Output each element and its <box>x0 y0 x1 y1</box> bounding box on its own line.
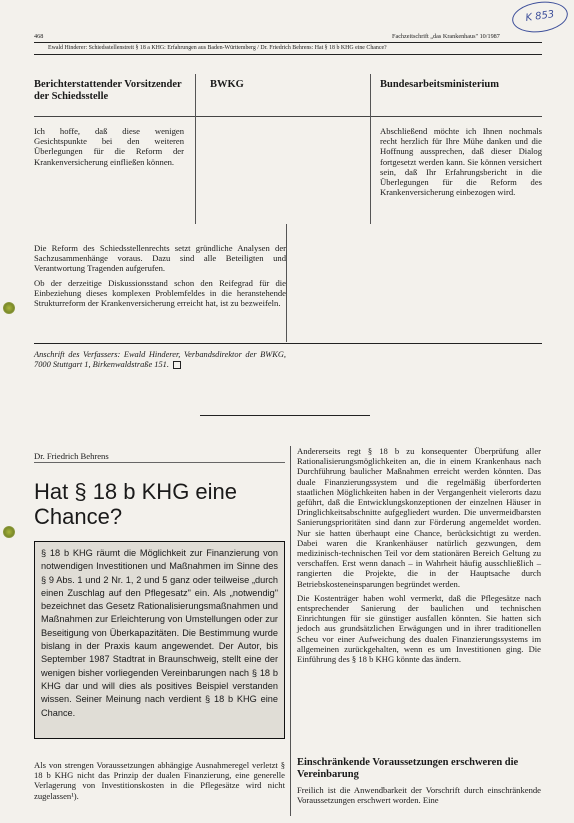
article-abstract <box>34 541 285 739</box>
column-heading-chair: Berichterstattender Vorsitzender der Schiedsstelle <box>34 79 182 102</box>
conclusion-rule <box>34 343 542 344</box>
right-paragraph-2: Die Kostenträger haben wohl vermerkt, daß die Pflegesätze nach entsprechender Sanierung der baulichen und technischen Einrichtungen für sie günstiger ausfallen könnten. Sie hatten sich jedoch aus grundsätzlichen Erwägungen und in ihrer traditionellen Scheu vor einer Aufweichung des dualen Finanzierungssystems im allgemeinen zurückgehalten, wenn es um Investitionen ging. Die Einführung des § 18 b KHG könnte das ändern. <box>297 592 541 665</box>
left-body-text: Als von strengen Voraussetzungen abhängige Ausnahmeregel verletzt § 18 b KHG nicht das Prinzip der dualen Finanzierung, eine generelle Verlagerung von Investitionskosten in die Pflegesätze wird nicht zugelassen¹). <box>34 760 285 801</box>
conclusion-block <box>34 243 286 312</box>
running-title: Ewald Hinderer: Schiedsstellenstreit § 18 a KHG: Erfahrungen aus Baden-Württemberg / Dr. Friedrich Behrens: Hat § 18 b KHG eine Chance? <box>48 45 387 51</box>
page-number: 468 <box>34 33 44 40</box>
journal-name: Fachzeitschrift „das Krankenhaus" 10/1987 <box>392 33 500 40</box>
header-rule-top <box>34 42 542 43</box>
column-divider-right <box>370 74 371 224</box>
abstract-text: § 18 b KHG räumt die Möglichkeit zur Finanzierung von notwendigen Investitionen und Maßnahmen im Sinne des § 9 Abs. 1 und 2 Nr. 1, 2 und 5 ganz oder teilweise „durch einen Zuschlag auf den Pflegesatz" ein. Als „notwendig" bezeichnet das Gesetz Rationalisierungsmaßnahmen und Maßnahmen zur Erleichterung von Umstellungen oder zur Beseitigung von Überkapazitäten. Die Bestimmung wurde bislang in der Praxis kaum angewendet. Der Autor, bis September 1987 Stadtrat in Braunschweig, stellt eine der wenigen bisher vorliegenden Vereinbarungen nach § 18 b KHG dar und will dies als positives Beispiel verstanden wissen. Seiner Meinung nach verdient § 18 b KHG eine Chance. <box>41 548 278 718</box>
conclusion-paragraph-1: Die Reform des Schiedsstellenrechts setzt gründliche Analysen der Sachzusammenhänge voraus. Dazu sind alle Beteiligten und Verantwortung Tragenden aufgerufen. <box>34 243 286 274</box>
right-paragraph-1: Andererseits regt § 18 b zu konsequenter Überprüfung aller Rationalisierungsmöglichkeiten an, die in einem Krankenhaus nach Durchführung baulicher Maßnahmen erreicht werden könnten. Das duale Finanzierungssystem und die regelmäßig überforderten staatlichen Möglichkeiten haben in der Vergangenheit vielerorts dazu geführt, daß die Entwicklungskonzeptionen der einzelnen Häuser in Dringlichkeitsabschnitte aufgegliedert wurden. Die unvermeidbarsten Sanierungsprioritäten sind dann zur Förderung angemeldet worden. Nur sie hatten überhaupt eine Chance, berücksichtigt zu werden. Dabei waren die Krankenhäuser natürlich gezwungen, dem medizinisch-technischen Teil vor dem stationären Bereich Geltung zu verschaffen. Erst wenn danach – in Wahrheit häufig ausschließlich – rangierten die Projekte, die in der Hauptsache durch Betriebskosteneinsparungen begründet werden. <box>297 446 541 589</box>
section-separator <box>200 415 370 416</box>
column-heading-rule <box>34 116 542 117</box>
author-address-text: Anschrift des Verfassers: Ewald Hinderer, Verbandsdirektor der BWKG, 7000 Stuttgart 1, Birkenwaldstraße 151. <box>34 350 286 369</box>
ministry-column-text: Abschließend möchte ich Ihnen nochmals recht herzlich für Ihre Mühe danken und die Hoffnung aussprechen, daß dieser Dialog fortgesetzt werden kann. Sie können versichert sein, daß Ihr Erfahrungsbericht in die Überlegungen für die Reform des Krankenversicherung einbezogen wird. <box>380 126 542 198</box>
author-rule <box>34 462 285 463</box>
article-column-divider <box>290 446 291 816</box>
article-title: Hat § 18 b KHG eine Chance? <box>34 479 238 529</box>
punch-hole-top <box>3 302 15 314</box>
end-mark-icon <box>173 361 181 369</box>
punch-hole-bottom <box>3 526 15 538</box>
archive-stamp: K 853 <box>510 0 570 36</box>
chair-column-text: Ich hoffe, daß diese wenigen Gesichtspunkte bei den weiteren Überlegungen für die Reform der Krankenversicherung einfließen können. <box>34 126 184 167</box>
conclusion-divider <box>286 224 287 342</box>
conclusion-paragraph-2: Ob der derzeitige Diskussionsstand schon den Reifegrad für die Einbeziehung dieses komplexen Problemfeldes in die heranstehende Strukturreform der Krankenversicherung erreicht hat, ist zu bezweifeln. <box>34 277 286 309</box>
section-text: Freilich ist die Anwendbarkeit der Vorschrift durch einschränkende Voraussetzungen erschwert worden. Eine <box>297 785 541 806</box>
article-author: Dr. Friedrich Behrens <box>34 451 109 461</box>
column-heading-bwkg: BWKG <box>210 79 244 90</box>
right-column <box>297 446 541 668</box>
author-address <box>34 350 286 370</box>
column-heading-ministry: Bundesarbeitsministerium <box>380 79 500 90</box>
section-heading: Einschränkende Voraussetzungen erschweren die Vereinbarung <box>297 757 519 780</box>
header-rule-bottom <box>34 54 542 55</box>
column-divider-left <box>195 74 196 224</box>
